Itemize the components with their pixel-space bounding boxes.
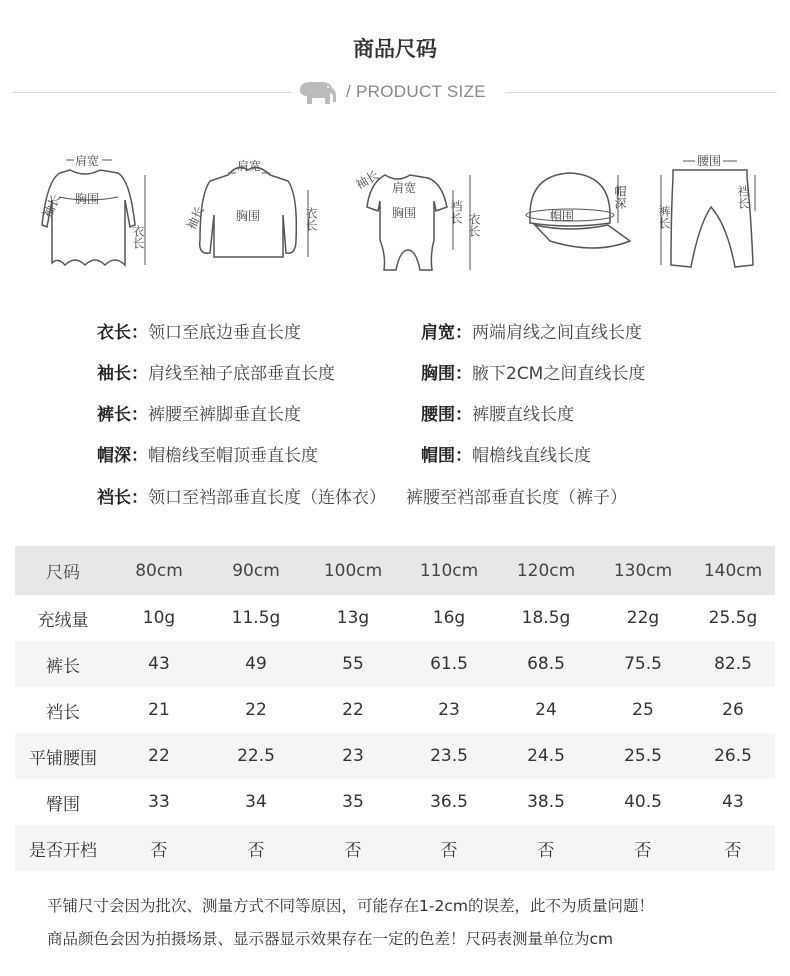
romper-length-label: 衣长	[467, 213, 481, 237]
dress-shoulder-label: 肩宽	[75, 154, 100, 168]
row-label: 裆长	[46, 702, 80, 723]
size-table	[15, 546, 775, 871]
hat-diagram	[510, 145, 640, 275]
table-header-cell: 110cm	[401, 546, 497, 595]
table-row	[15, 687, 775, 733]
table-row	[15, 825, 775, 871]
table-cell: 10g	[142, 608, 176, 628]
note-line: 商品颜色会因为拍摄场景、显示器显示效果存在一定的色差！尺码表测量单位为cm	[47, 930, 614, 948]
table-header-row	[15, 546, 775, 595]
page-subtitle: / PRODUCT SIZE	[346, 82, 486, 101]
table-cell: 22g	[626, 608, 660, 628]
table-cell: 35	[342, 792, 364, 812]
romper-diagram	[350, 145, 500, 275]
table-cell: 22	[111, 733, 207, 779]
table-cell: 33	[148, 792, 170, 812]
table-cell: 否	[595, 825, 691, 871]
row-label: 充绒量	[37, 610, 89, 631]
table-cell: 否	[207, 825, 305, 871]
table-cell: 22	[245, 700, 267, 720]
divider-right	[505, 92, 777, 93]
subtitle-row	[0, 78, 790, 108]
hat-circumference-label: 帽围	[550, 209, 575, 223]
table-cell: 否	[401, 825, 497, 871]
divider-left	[12, 92, 292, 93]
romper-chest-label: 胸围	[392, 206, 417, 220]
hat-depth-label: 帽深	[613, 185, 627, 209]
definition-item: 腰围：裤腰直线长度	[421, 405, 574, 425]
definition-item: 肩宽：两端肩线之间直线长度	[421, 323, 642, 343]
table-cell: 13g	[336, 608, 370, 628]
table-cell: 43	[111, 641, 207, 687]
table-cell: 25.5g	[708, 608, 758, 628]
table-cell: 23	[305, 733, 401, 779]
table-cell: 23.5	[401, 733, 497, 779]
dress-sleeve-label: 袖长	[40, 192, 64, 220]
romper-crotch-label: 裆长	[449, 200, 463, 224]
table-row	[15, 733, 775, 779]
table-cell: 22.5	[207, 733, 305, 779]
table-cell: 38.5	[527, 792, 565, 812]
table-cell: 21	[148, 700, 170, 720]
pants-diagram	[655, 145, 775, 275]
definition-item: 帽深：帽檐线至帽顶垂直长度	[97, 446, 318, 466]
table-cell: 否	[111, 825, 207, 871]
romper-shoulder-label: 肩宽	[392, 181, 417, 195]
table-cell: 61.5	[401, 641, 497, 687]
hoodie-chest-label: 胸围	[236, 209, 261, 223]
table-cell: 40.5	[624, 792, 662, 812]
table-cell: 36.5	[430, 792, 468, 812]
table-cell: 68.5	[497, 641, 595, 687]
table-cell: 24	[535, 700, 557, 720]
table-cell: 26	[722, 700, 744, 720]
hoodie-diagram	[178, 145, 328, 275]
dress-chest-label: 胸围	[75, 192, 100, 206]
elephant-icon	[296, 80, 338, 106]
table-header-cell: 100cm	[305, 546, 401, 595]
table-cell: 18.5g	[521, 608, 571, 628]
table-cell: 11.5g	[231, 608, 281, 628]
row-label: 裤长	[15, 641, 111, 687]
definition-item: 胸围：腋下2CM之间直线长度	[421, 364, 646, 384]
note-line: 平铺尺寸会因为批次、测量方式不同等原因，可能存在1-2cm的误差，此不为质量问题！	[47, 897, 654, 915]
definition-item: 衣长：领口至底边垂直长度	[97, 323, 301, 343]
table-header-cell: 130cm	[595, 546, 691, 595]
hoodie-shoulder-label: 肩宽	[237, 159, 262, 173]
table-cell: 34	[245, 792, 267, 812]
row-label: 臀围	[46, 794, 80, 815]
dress-diagram	[30, 145, 165, 275]
page-title: 商品尺码	[353, 37, 437, 61]
table-cell: 否	[691, 825, 775, 871]
row-label: 是否开档	[15, 825, 111, 871]
table-cell: 43	[722, 792, 744, 812]
hoodie-length-label: 衣长	[304, 207, 318, 231]
table-cell: 23	[438, 700, 460, 720]
table-header-cell: 尺码	[15, 546, 111, 595]
table-cell: 24.5	[497, 733, 595, 779]
table-cell: 否	[305, 825, 401, 871]
table-header-cell: 120cm	[497, 546, 595, 595]
pants-length-label: 裤长	[657, 205, 671, 229]
table-cell: 26.5	[691, 733, 775, 779]
definition-item: 裤长：裤腰至裤脚垂直长度	[97, 405, 301, 425]
definition-item: 袖长：肩线至袖子底部垂直长度	[97, 364, 335, 384]
table-header-cell: 80cm	[111, 546, 207, 595]
table-cell: 25.5	[595, 733, 691, 779]
dress-length-label: 衣长	[131, 225, 145, 249]
definition-item: 帽围：帽檐线直线长度	[421, 446, 591, 466]
table-cell: 16g	[432, 608, 466, 628]
table-cell: 75.5	[595, 641, 691, 687]
table-header-cell: 140cm	[691, 546, 775, 595]
table-row	[15, 595, 775, 641]
table-cell: 25	[632, 700, 654, 720]
table-cell: 22	[342, 700, 364, 720]
garment-diagrams	[0, 145, 790, 280]
romper-sleeve-label: 袖长	[353, 167, 382, 192]
definition-item: 裆长：领口至裆部垂直长度（连体衣） 裤腰至裆部垂直长度（裤子）	[97, 488, 627, 508]
table-row	[15, 779, 775, 825]
hoodie-sleeve-label: 袖长	[184, 204, 207, 232]
pants-waist-label: 腰围	[697, 154, 722, 168]
table-cell: 55	[305, 641, 401, 687]
pants-crotch-label: 裆长	[736, 185, 750, 209]
row-label: 平铺腰围	[15, 733, 111, 779]
table-cell: 82.5	[691, 641, 775, 687]
table-cell: 49	[207, 641, 305, 687]
table-row	[15, 641, 775, 687]
table-cell: 否	[497, 825, 595, 871]
table-header-cell: 90cm	[207, 546, 305, 595]
size-notes	[47, 890, 654, 956]
